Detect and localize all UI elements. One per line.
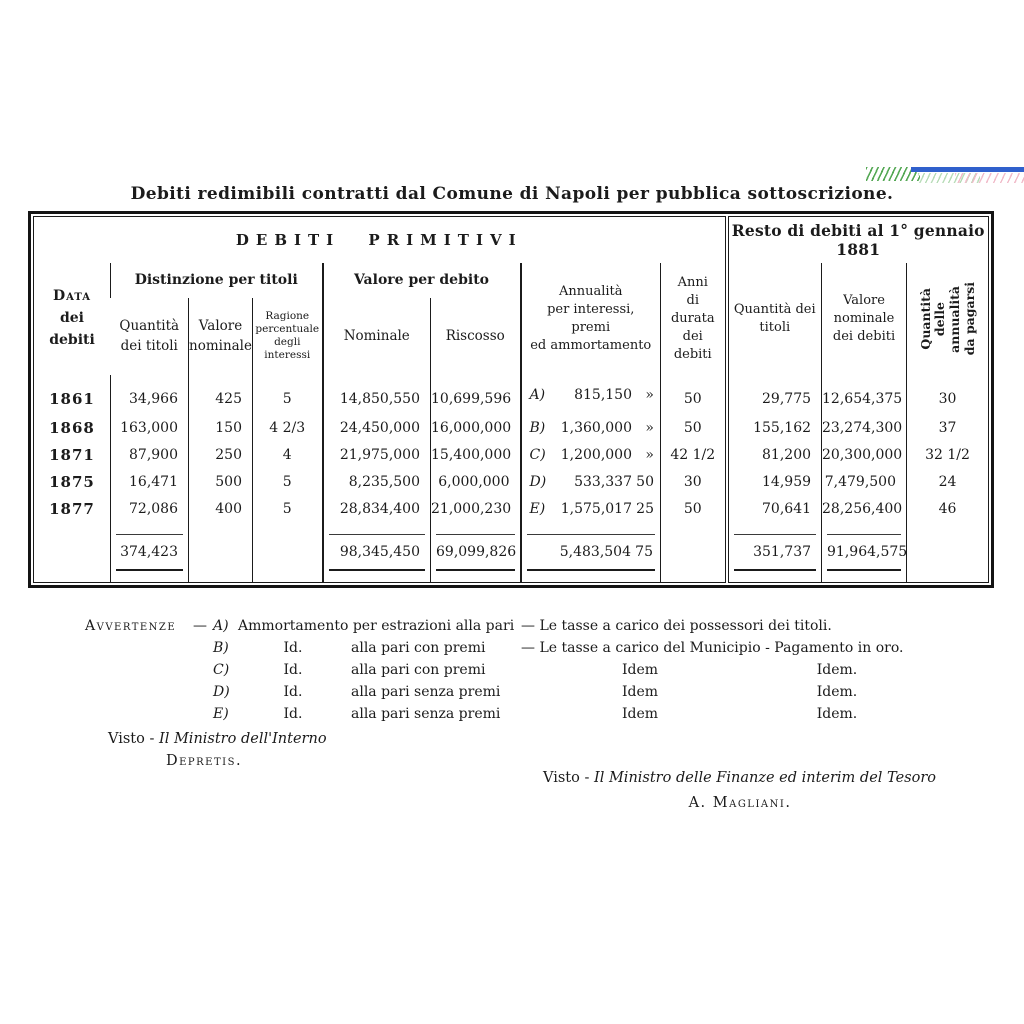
cell-nominale: 8,235,500	[323, 468, 431, 495]
totals-row	[34, 522, 989, 583]
cell-resto-annualita: 24	[907, 468, 989, 495]
footnote-idem: Idem.	[816, 706, 858, 722]
rotated-header-line: delle	[932, 301, 948, 337]
total-resto-quantita	[727, 522, 822, 583]
signature-interno	[108, 731, 327, 747]
total-annualita-cents: 75	[635, 543, 653, 560]
annualita-cents: »	[645, 419, 654, 436]
document-title: Debiti redimibili contratti dal Comune di Napoli per pubblica sottoscrizione.	[130, 184, 894, 204]
header-annualita-line: Annualità	[558, 283, 623, 299]
footnotes	[0, 618, 1024, 728]
footnote-idem: Idem.	[816, 684, 858, 700]
cell-riscosso: 10,699,596	[431, 375, 521, 414]
minister-title: Il Ministro delle Finanze ed interim del Tesoro	[593, 770, 936, 786]
cell-empty	[34, 522, 111, 583]
table-row	[34, 375, 989, 414]
signature-interno-name: Depretis.	[166, 753, 243, 769]
footnote-id: Id.	[283, 662, 303, 678]
signature-finanze-name: A. Magliani.	[688, 795, 792, 811]
minister-title: Il Ministro dell'Interno	[158, 731, 327, 747]
footnote-tax: — Le tasse a carico dei possessori dei titoli.	[521, 618, 832, 634]
header-resto-quantita-titoli: Quantità dei titoli	[727, 263, 822, 375]
annualita-value: 1,360,000	[560, 419, 632, 436]
total-value: 374,423	[116, 534, 183, 571]
header-resto-debiti: Resto di debiti al 1° gennaio 1881	[727, 217, 989, 264]
footnote-id: Id.	[283, 640, 303, 656]
rotated-header-line: da pagarsi	[961, 282, 977, 356]
footnote-row	[0, 640, 1024, 662]
cell-year: 1868	[49, 418, 95, 437]
header-quantita-annualita-da-pagarsi	[907, 263, 989, 375]
cell-annualita	[521, 468, 661, 495]
cell-ragione: 4	[253, 441, 323, 468]
cell-annualita	[521, 414, 661, 441]
footnote-idem: Idem.	[816, 662, 858, 678]
table-row	[34, 468, 989, 495]
footnote-body: alla pari con premi	[351, 662, 486, 678]
header-anni-line: debiti	[673, 347, 712, 363]
annualita-cents: 50	[636, 473, 654, 490]
total-value: 98,345,450	[329, 534, 426, 571]
cell-valore-nominale: 425	[189, 375, 253, 414]
rotated-header-line: Quantità	[917, 288, 933, 350]
cell-empty	[253, 522, 323, 583]
rotated-header	[907, 263, 988, 375]
annualita-cents: »	[645, 446, 654, 463]
footnote-row	[0, 618, 1024, 640]
cell-anni-durata: 42 1/2	[661, 441, 727, 468]
header-resto-valore-nominale: Valore nominale dei debiti	[822, 263, 907, 375]
cell-empty	[189, 522, 253, 583]
cell-resto-annualita: 32 1/2	[907, 441, 989, 468]
header-data-dei-debiti	[34, 263, 111, 375]
annualita-letter: B)	[529, 419, 546, 436]
signature-finanze	[543, 770, 936, 786]
cell-nominale: 14,850,550	[323, 375, 431, 414]
footnote-body: Ammortamento per estrazioni alla pari	[238, 618, 515, 634]
cell-anni-durata: 50	[661, 414, 727, 441]
header-riscosso: Riscosso	[431, 298, 521, 375]
header-data-line: dei	[59, 310, 84, 327]
total-value	[527, 534, 656, 571]
annualita-cents: 25	[636, 500, 654, 517]
debts-table-frame	[28, 211, 994, 588]
header-quantita-titoli: Quantità dei titoli	[119, 318, 180, 355]
cell-nominale: 24,450,000	[323, 414, 431, 441]
total-nominale	[323, 522, 431, 583]
footnote-idem: Idem	[621, 684, 659, 700]
footnote-letter: B)	[213, 640, 229, 656]
header-nominale: Nominale	[323, 298, 431, 375]
cell-resto-quantita: 70,641	[727, 495, 822, 522]
annualita-letter: A)	[529, 386, 546, 403]
pink-ticks-artifact	[955, 173, 1024, 183]
footnote-label: Avvertenze	[85, 618, 177, 634]
cell-year: 1875	[49, 472, 95, 491]
header-annualita-line: per interessi,	[547, 301, 635, 317]
cell-year: 1861	[49, 390, 95, 408]
footnote-id: Id.	[283, 706, 303, 722]
total-resto-valore	[822, 522, 907, 583]
cell-ragione: 5	[253, 468, 323, 495]
cell-anni-durata: 50	[661, 495, 727, 522]
header-anni-line: durata	[670, 310, 715, 326]
total-value: 69,099,826	[436, 534, 515, 571]
header-annualita-line: ed ammortamento	[530, 338, 652, 354]
annualita-cents: »	[645, 386, 654, 403]
annualita-value: 1,200,000	[560, 446, 632, 463]
cell-ragione: 5	[253, 375, 323, 414]
annualita-value: 533,337	[574, 473, 632, 490]
cell-valore-nominale: 400	[189, 495, 253, 522]
blue-bar-artifact	[911, 167, 1024, 172]
cell-empty	[907, 522, 989, 583]
annualita-letter: D)	[529, 473, 547, 490]
footnote-row	[0, 684, 1024, 706]
footnote-row	[0, 706, 1024, 728]
footnote-body: alla pari con premi	[351, 640, 486, 656]
visto-label: Visto -	[543, 770, 590, 786]
footnote-id: Id.	[283, 684, 303, 700]
cell-resto-valore: 12,654,375	[822, 375, 907, 414]
cell-resto-quantita: 155,162	[727, 414, 822, 441]
cell-nominale: 21,975,000	[323, 441, 431, 468]
annualita-value: 815,150	[574, 386, 632, 403]
cell-annualita	[521, 441, 661, 468]
rotated-header-line: annualità	[947, 285, 963, 353]
cell-resto-valore: 28,256,400	[822, 495, 907, 522]
cell-riscosso: 16,000,000	[431, 414, 521, 441]
footnote-tax: — Le tasse a carico del Municipio - Pagamento in oro.	[521, 640, 904, 656]
cell-quantita-titoli: 72,086	[111, 495, 189, 522]
footnote-idem: Idem	[621, 706, 659, 722]
header-anni-durata	[661, 263, 727, 375]
cell-quantita-titoli: 16,471	[111, 468, 189, 495]
footnote-letter: C)	[213, 662, 230, 678]
total-riscosso	[431, 522, 521, 583]
cell-year: 1871	[49, 445, 95, 464]
header-ragione-percentuale: Ragione percentuale degli interessi	[253, 298, 323, 375]
footnote-row	[0, 662, 1024, 684]
annualita-letter: C)	[529, 446, 546, 463]
cell-annualita	[521, 375, 661, 414]
header-anni-line: di	[686, 292, 699, 308]
header-anni-line: dei	[682, 329, 703, 345]
footnote-letter: A)	[213, 618, 229, 634]
cell-empty	[661, 522, 727, 583]
header-annualita	[521, 263, 661, 375]
cell-quantita-titoli: 87,900	[111, 441, 189, 468]
total-quantita-titoli	[111, 522, 189, 583]
cell-quantita-titoli: 163,000	[111, 414, 189, 441]
header-anni-line: Anni	[677, 274, 708, 290]
cell-resto-valore: 7,479,500	[822, 468, 907, 495]
cell-resto-quantita: 29,775	[727, 375, 822, 414]
debts-table	[33, 216, 989, 583]
cell-ragione: 5	[253, 495, 323, 522]
visto-label: Visto -	[108, 731, 155, 747]
cell-resto-valore: 23,274,300	[822, 414, 907, 441]
header-annualita-line: premi	[571, 320, 611, 335]
cell-resto-quantita: 14,959	[727, 468, 822, 495]
cell-valore-nominale: 500	[189, 468, 253, 495]
cell-resto-quantita: 81,200	[727, 441, 822, 468]
table-row	[34, 495, 989, 522]
cell-anni-durata: 30	[661, 468, 727, 495]
total-value: 91,964,575	[827, 534, 901, 571]
cell-nominale: 28,834,400	[323, 495, 431, 522]
header-data-line: debiti	[49, 331, 95, 348]
total-value: 351,737	[734, 534, 817, 571]
cell-valore-nominale: 150	[189, 414, 253, 441]
cell-riscosso: 15,400,000	[431, 441, 521, 468]
total-annualita	[521, 522, 661, 583]
cell-valore-nominale: 250	[189, 441, 253, 468]
footnote-dash: —	[193, 618, 207, 634]
header-debiti-primitivi: DEBITI PRIMITIVI	[235, 231, 523, 249]
header-valore-nominale: Valore nominale	[189, 298, 253, 375]
header-data-line: Data	[52, 288, 91, 305]
header-distinzione-per-titoli: Distinzione per titoli	[111, 263, 323, 298]
annualita-letter: E)	[529, 500, 546, 517]
cell-ragione: 4 2/3	[253, 414, 323, 441]
footnote-body: alla pari senza premi	[351, 706, 501, 722]
cell-riscosso: 21,000,230	[431, 495, 521, 522]
cell-anni-durata: 50	[661, 375, 727, 414]
cell-resto-annualita: 46	[907, 495, 989, 522]
cell-annualita	[521, 495, 661, 522]
footnote-body: alla pari senza premi	[351, 684, 501, 700]
column-header-row-1	[34, 263, 989, 298]
cell-resto-valore: 20,300,000	[822, 441, 907, 468]
annualita-value: 1,575,017	[560, 500, 632, 517]
header-valore-per-debito: Valore per debito	[323, 263, 521, 298]
table-row	[34, 441, 989, 468]
table-row	[34, 414, 989, 441]
cell-quantita-titoli: 34,966	[111, 375, 189, 414]
footnote-letter: E)	[213, 706, 229, 722]
cell-resto-annualita: 30	[907, 375, 989, 414]
cell-year: 1877	[49, 499, 95, 518]
footnote-letter: D)	[213, 684, 230, 700]
group-header-row	[34, 217, 989, 264]
cell-riscosso: 6,000,000	[431, 468, 521, 495]
footnote-idem: Idem	[621, 662, 659, 678]
total-annualita-value: 5,483,504	[559, 543, 631, 560]
cell-resto-annualita: 37	[907, 414, 989, 441]
